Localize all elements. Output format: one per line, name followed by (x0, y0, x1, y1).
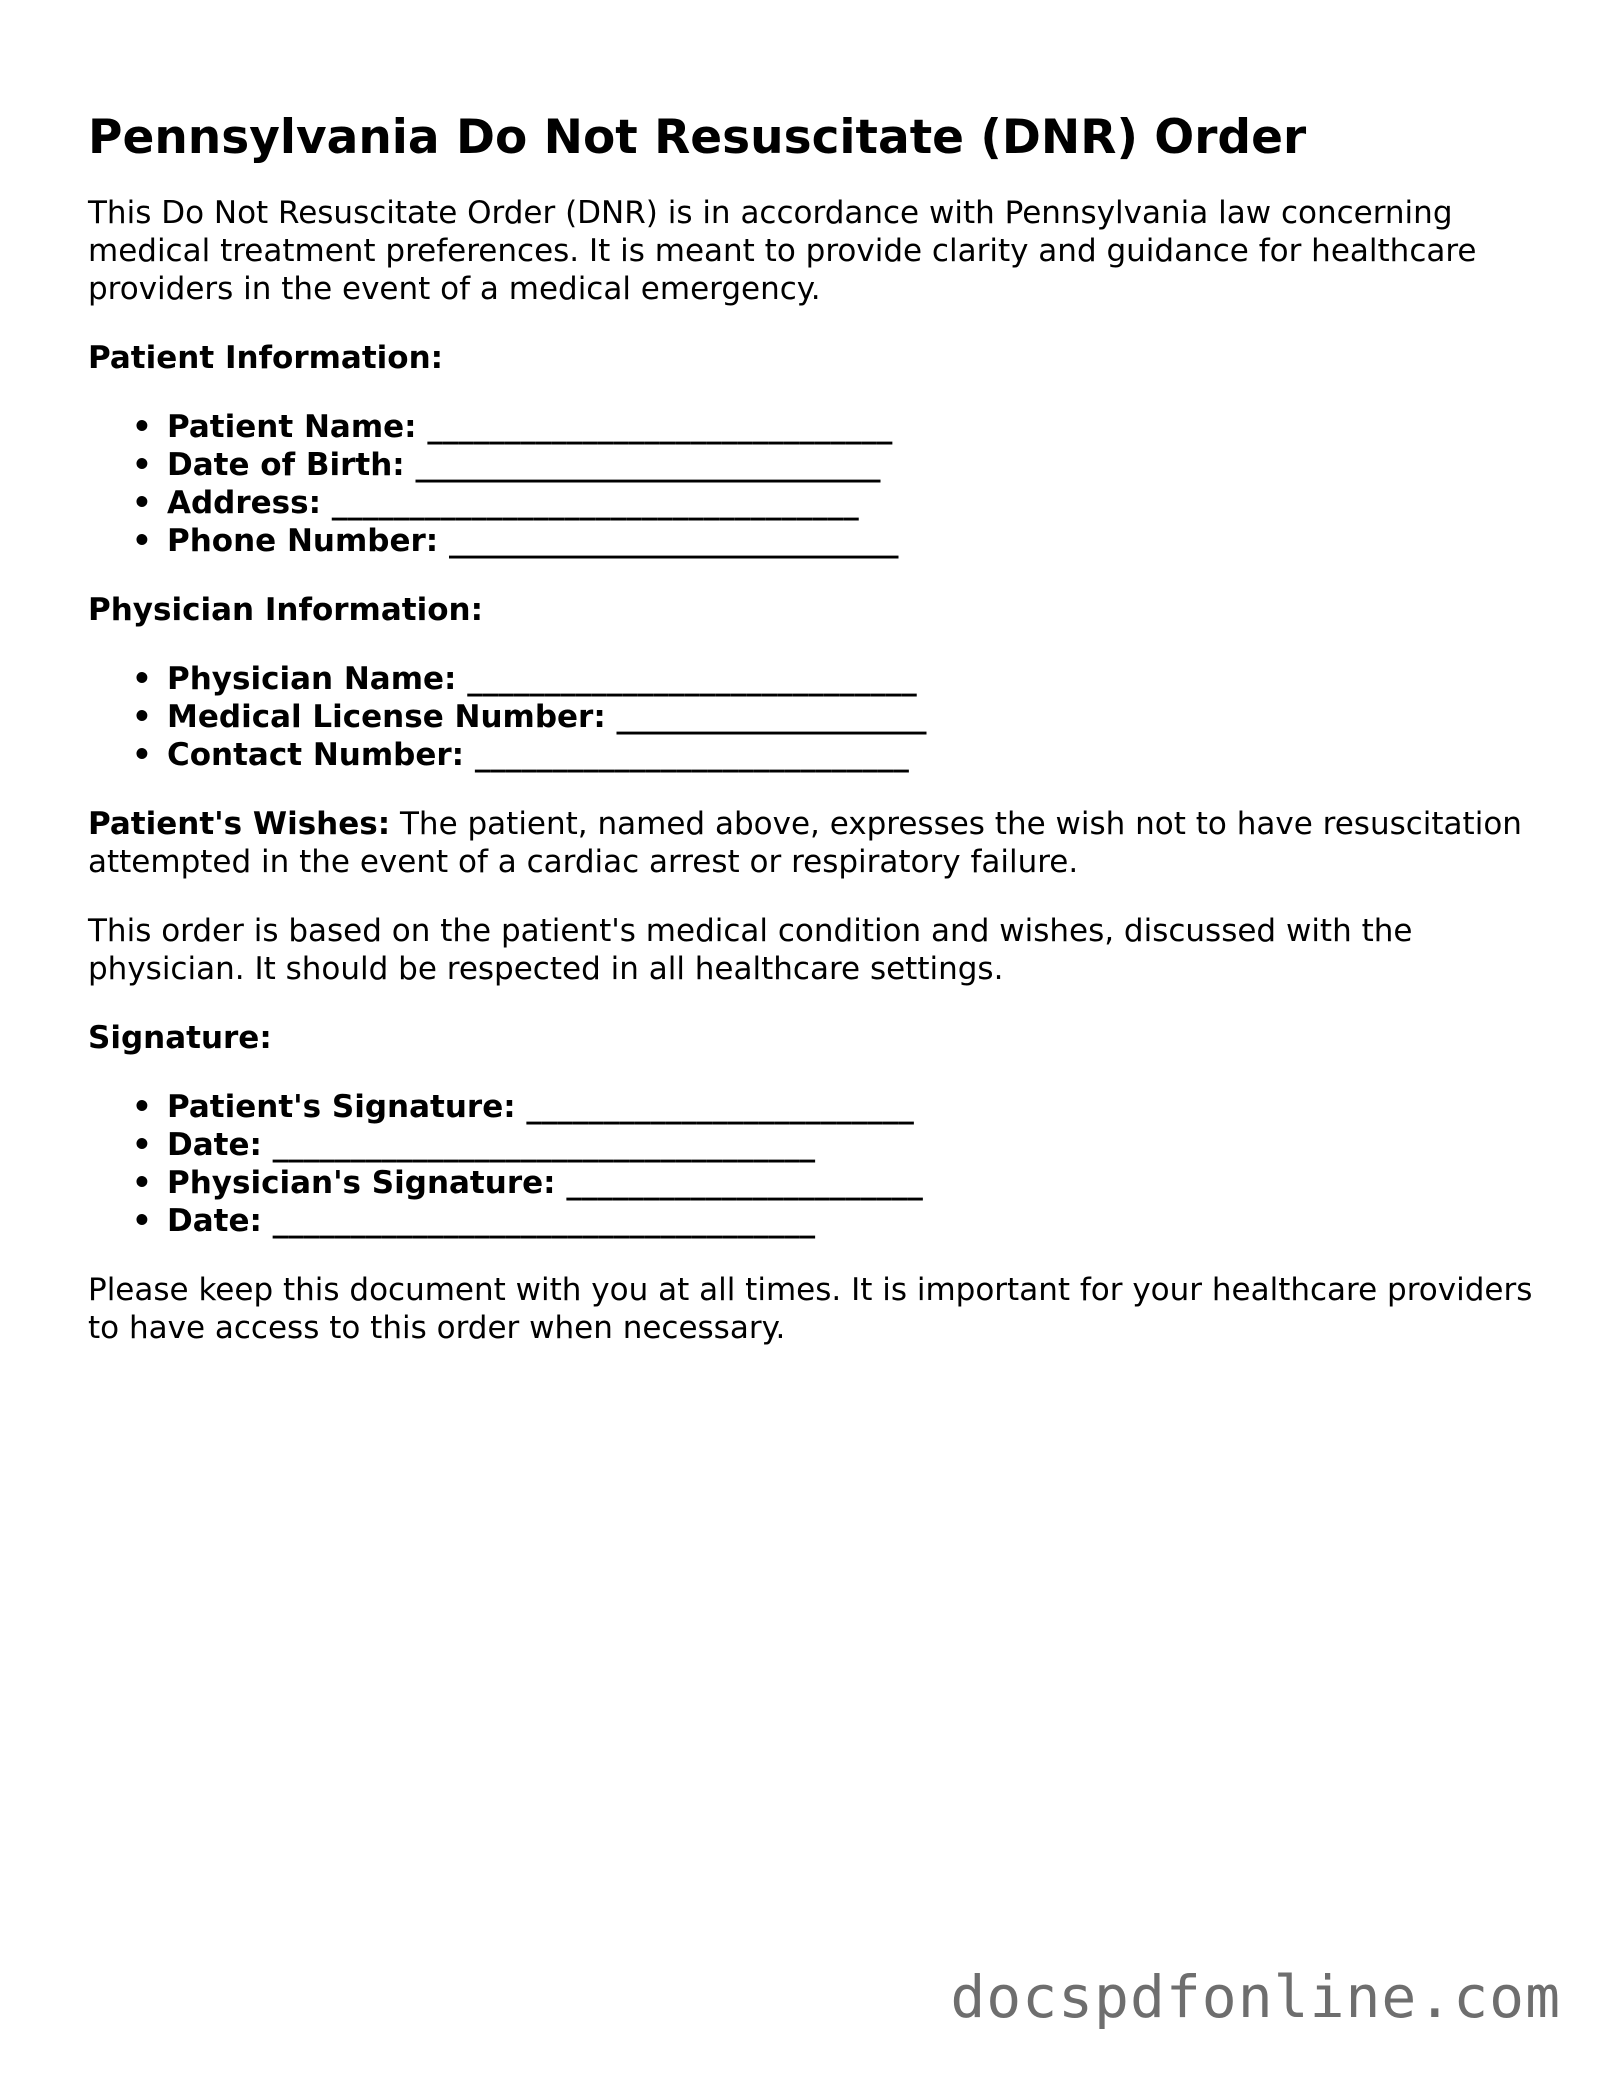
physician-signature-field: • Physician's Signature: _______________________ (132, 1165, 923, 1201)
document-page (88, 108, 1548, 1378)
address-field: • Address: __________________________________ (132, 485, 859, 521)
patient-date-field: • Date: ___________________________________ (132, 1127, 816, 1163)
phone-number-field: • Phone Number: _____________________________ (132, 523, 899, 559)
bullet-icon: • (132, 661, 152, 697)
medical-license-field: • Medical License Number: ____________________ (132, 699, 927, 735)
bullet-icon: • (132, 523, 152, 559)
document-title: Pennsylvania Do Not Resuscitate (DNR) Order (88, 110, 1307, 165)
physician-date-field: • Date: ___________________________________ (132, 1203, 816, 1239)
wishes-text: The patient, named above, expresses the wish not to have resuscitation attempted in the event of a cardiac arrest or respiratory failure. (88, 806, 1522, 880)
physician-info-list (88, 660, 1548, 774)
signature-heading: Signature: (88, 1020, 272, 1056)
bullet-icon: • (132, 1203, 152, 1239)
patient-info-list (88, 408, 1548, 560)
wishes-paragraph (88, 805, 1548, 881)
bullet-icon: • (132, 699, 152, 735)
watermark: docspdfonline.com (950, 1963, 1561, 2031)
physician-info-heading: Physician Information: (88, 592, 483, 628)
patient-signature-field: • Patient's Signature: _________________________ (132, 1089, 914, 1125)
basis-paragraph: This order is based on the patient's medical condition and wishes, discussed with the physician. It should be respected in all healthcare settings. (88, 913, 1413, 987)
patient-info-heading: Patient Information: (88, 340, 444, 376)
intro-paragraph: This Do Not Resuscitate Order (DNR) is in accordance with Pennsylvania law concerning medical treatment preferences. It is meant to provide clarity and guidance for healthcare providers in the event of a medical emergency. (88, 195, 1477, 307)
contact-number-field: • Contact Number: ____________________________ (132, 737, 909, 773)
bullet-icon: • (132, 1165, 152, 1201)
wishes-label: Patient's Wishes: (88, 806, 391, 842)
bullet-icon: • (132, 1127, 152, 1163)
date-of-birth-field: • Date of Birth: ______________________________ (132, 447, 881, 483)
bullet-icon: • (132, 409, 152, 445)
bullet-icon: • (132, 447, 152, 483)
bullet-icon: • (132, 485, 152, 521)
patient-name-field: • Patient Name: ______________________________ (132, 409, 893, 445)
closing-paragraph: Please keep this document with you at all times. It is important for your healthcare providers to have access to this order when necessary. (88, 1272, 1533, 1346)
physician-name-field: • Physician Name: _____________________________ (132, 661, 917, 697)
bullet-icon: • (132, 1089, 152, 1125)
bullet-icon: • (132, 737, 152, 773)
signature-list (88, 1088, 1548, 1240)
